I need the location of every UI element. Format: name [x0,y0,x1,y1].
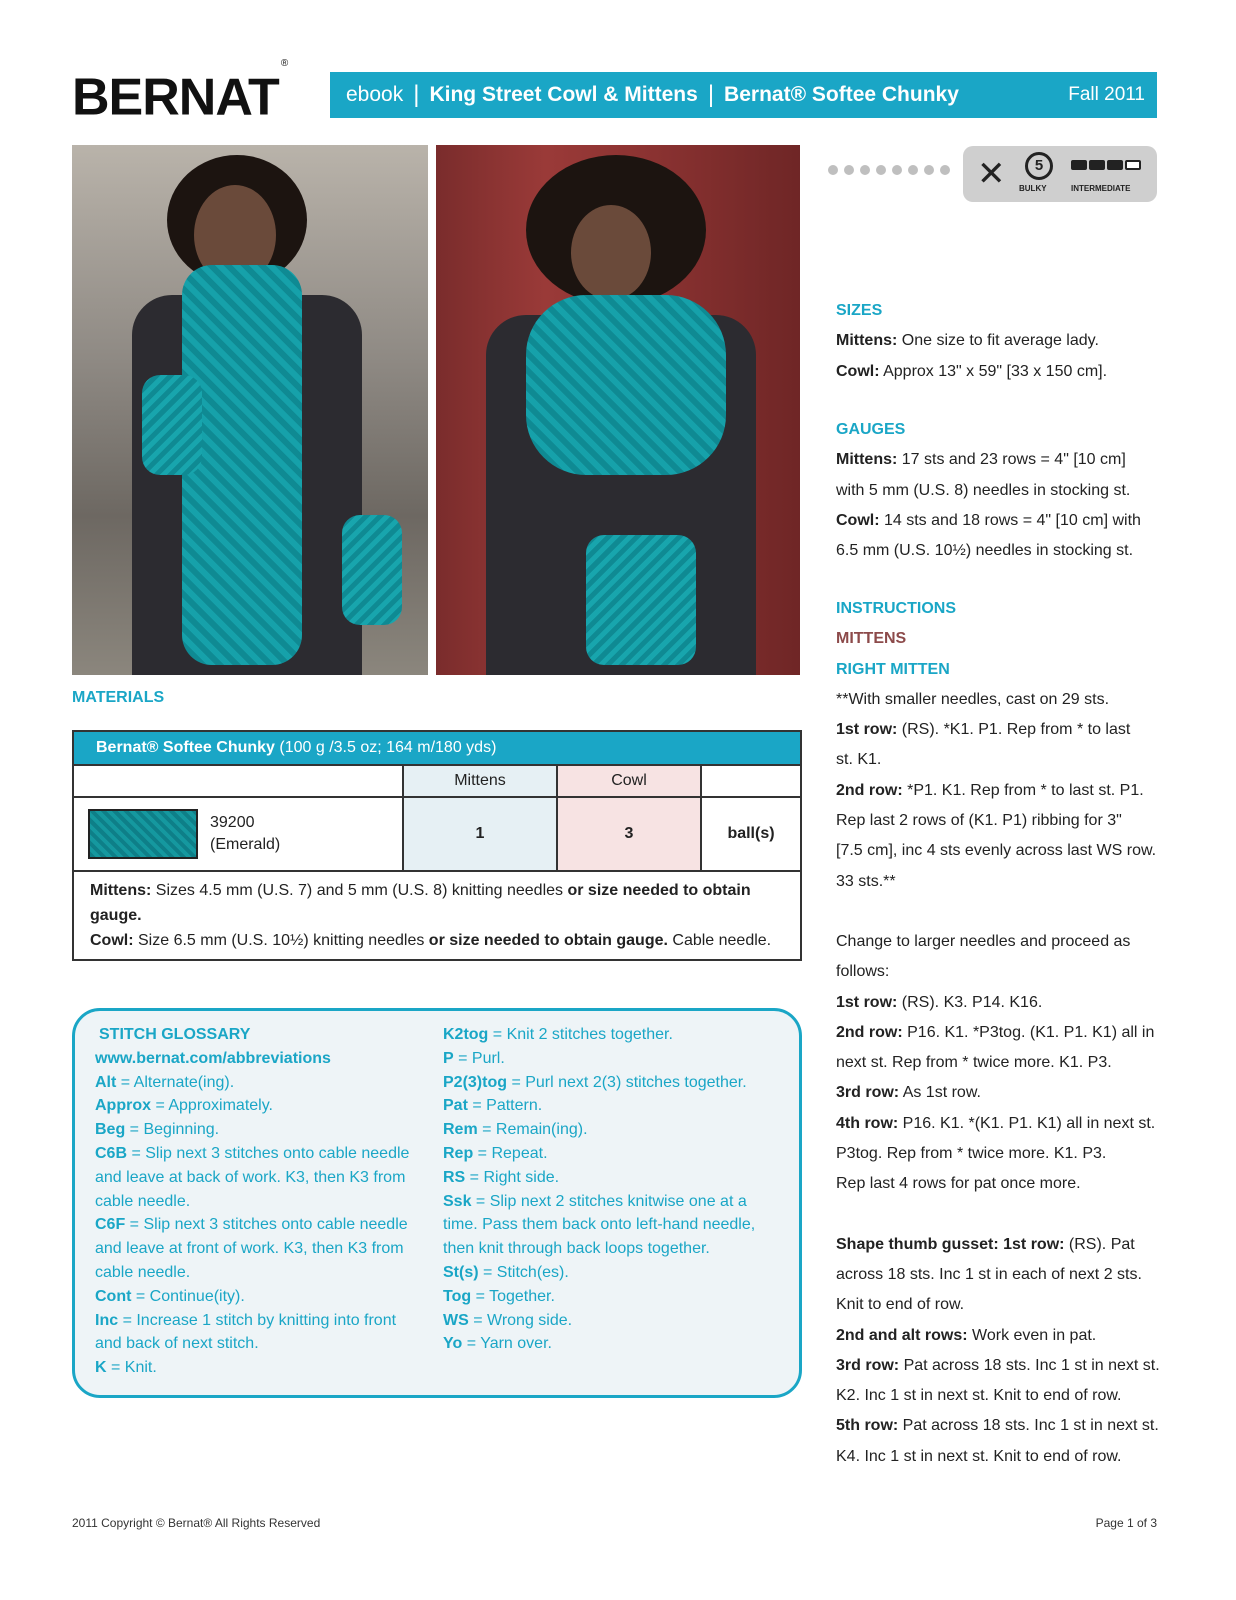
instruction-line: 33 sts.** [836,872,896,890]
instruction-line: st. K1. [836,751,882,769]
skill-badge [963,146,1157,202]
instruction-line: 2nd row: *P1. K1. Rep from * to last st. P1. [836,781,1144,799]
season-label: Fall 2011 [1068,84,1145,105]
instruction-line: [7.5 cm], inc 4 sts evenly across last WS row. [836,842,1157,860]
qty-mittens: 1 [404,798,558,870]
glossary-entry: P = Purl. [443,1049,505,1067]
materials-header-row [74,764,800,796]
gauge-mittens-cont: with 5 mm (U.S. 8) needles in stocking st. [836,481,1131,499]
mittens-heading: MITTENS [836,630,907,648]
instruction-line: 2nd row: P16. K1. *P3tog. (K1. P1. K1) all in [836,1023,1155,1041]
glossary-entry: Pat = Pattern. [443,1097,543,1115]
instruction-line: 5th row: Pat across 18 sts. Inc 1 st in next st. [836,1417,1159,1435]
qty-cowl: 3 [558,798,702,870]
glossary-entry: Yo = Yarn over. [443,1335,552,1353]
col-cowl: Cowl [558,766,702,796]
instruction-line: K4. Inc 1 st in next st. Knit to end of row. [836,1447,1122,1465]
ebook-label: ebook [346,83,404,106]
glossary-heading: STITCH GLOSSARY [99,1026,251,1043]
sizes-mittens: Mittens: One size to fit average lady. [836,332,1099,350]
gauges-heading: GAUGES [836,421,906,438]
glossary-entry: Beg = Beginning. [95,1121,220,1139]
stitch-glossary [72,1008,802,1398]
glossary-entry: Cont = Continue(ity). [95,1287,245,1305]
cowl-shape [526,295,726,475]
glossary-entry: RS = Right side. [443,1168,560,1186]
yarn-swatch [88,809,198,859]
glossary-col-left [95,1023,425,1380]
instruction-line: Knit to end of row. [836,1296,965,1314]
abbreviations-link[interactable]: www.bernat.com/abbreviations [95,1049,331,1067]
logo-registered-mark: ® [280,58,288,69]
glossary-col-right [443,1023,783,1356]
instruction-line: 1st row: (RS). *K1. P1. Rep from * to last [836,721,1131,739]
sizes-cowl: Cowl: Approx 13" x 59" [33 x 150 cm]. [836,362,1108,380]
instruction-line: P3tog. Rep from * twice more. K1. P3. [836,1145,1107,1163]
instruction-line: 3rd row: As 1st row. [836,1084,981,1102]
mitten-shape [342,515,402,625]
glossary-entry: K = Knit. [95,1359,157,1377]
gauge-cowl: Cowl: 14 sts and 18 rows = 4" [10 cm] with [836,511,1141,529]
glossary-entry: Tog = Together. [443,1287,555,1305]
pattern-title: King Street Cowl & Mittens [429,83,698,106]
instruction-line: Shape thumb gusset: 1st row: (RS). Pat [836,1235,1135,1253]
gauge-mittens: Mittens: 17 sts and 23 rows = 4" [10 cm] [836,451,1126,469]
yarn-title: Bernat® Softee Chunky [724,83,959,106]
instruction-line: K2. Inc 1 st in next st. Knit to end of row. [836,1387,1122,1405]
glossary-entry: Ssk = Slip next 2 stitches knitwise one at a time. Pass them back onto left-hand needle, then knit through back loops together. [443,1192,756,1258]
instruction-line: Change to larger needles and proceed as [836,932,1131,950]
instruction-line: 4th row: P16. K1. *(K1. P1. K1) all in next st. [836,1114,1156,1132]
face-shape [571,205,651,300]
instruction-line: Rep last 4 rows for pat once more. [836,1175,1081,1193]
skill-level-label: INTERMEDIATE [1071,184,1131,193]
glossary-entry: C6B = Slip next 3 stitches onto cable needle and leave at back of work. K3, then K3 from cable needle. [95,1144,410,1210]
header-separator: | [413,81,420,108]
glossary-entry: P2(3)tog = Purl next 2(3) stitches together. [443,1073,747,1091]
color-number: 39200 [210,814,255,831]
instructions-heading: INSTRUCTIONS [836,600,956,617]
glossary-entry: K2tog = Knit 2 stitches together. [443,1026,673,1043]
mitten-shape [142,375,202,475]
progress-dots [828,165,950,175]
glossary-entry: St(s) = Stitch(es). [443,1263,569,1281]
weight-label: BULKY [1019,184,1047,193]
note-cowl: Cowl: Size 6.5 mm (U.S. 10½) knitting needles or size needed to obtain gauge. Cable needle. [90,932,772,949]
materials-yarn-title: Bernat® Softee Chunky (100 g /3.5 oz; 164 m/180 yds) [74,732,800,764]
glossary-entry: Inc = Increase 1 stitch by knitting into front and back of next stitch. [95,1311,397,1353]
instruction-line: 2nd and alt rows: Work even in pat. [836,1326,1097,1344]
glossary-entry: Alt = Alternate(ing). [95,1073,235,1091]
instruction-line: next st. Rep from * twice more. K1. P3. [836,1054,1112,1072]
materials-table [72,730,802,961]
instruction-line: 3rd row: Pat across 18 sts. Inc 1 st in next st. [836,1356,1160,1374]
right-mitten-heading: RIGHT MITTEN [836,660,950,678]
header-bar [330,72,1157,118]
note-mittens: Mittens: Sizes 4.5 mm (U.S. 7) and 5 mm (U.S. 8) knitting needles or size needed to obtain gauge. [90,882,751,924]
gauge-cowl-cont: 6.5 mm (U.S. 10½) needles in stocking st. [836,542,1134,560]
glossary-entry: C6F = Slip next 3 stitches onto cable needle and leave at front of work. K3, then K3 from cable needle. [95,1216,408,1281]
col-mittens: Mittens [404,766,558,796]
instruction-line: 1st row: (RS). K3. P14. K16. [836,993,1043,1011]
glossary-entry: Rep = Repeat. [443,1144,548,1162]
mitten-shape [586,535,696,665]
glossary-entry: WS = Wrong side. [443,1311,573,1329]
instructions-section [836,594,1166,1472]
sizes-section [836,296,1166,387]
instruction-line: Rep last 2 rows of (K1. P1) ribbing for 3" [836,812,1122,830]
gauges-section [836,415,1166,566]
materials-heading: MATERIALS [72,689,165,706]
needle-notes [74,870,800,959]
copyright: 2011 Copyright © Bernat® All Rights Reserved [72,1516,321,1530]
glossary-entry: Approx = Approximately. [95,1097,273,1115]
instruction-line: across 18 sts. Inc 1 st in each of next 2 sts. [836,1265,1142,1283]
photo-model-door [436,145,800,675]
color-name: (Emerald) [210,836,281,853]
materials-row [74,796,800,870]
photo-model-walking [72,145,428,675]
page-number: Page 1 of 3 [1095,1516,1157,1530]
yarn-weight-icon: 5 [1025,152,1053,180]
bernat-logo [72,58,288,127]
sizes-heading: SIZES [836,302,883,319]
logo-text: BERNAT [72,68,279,127]
instruction-line: follows: [836,963,890,981]
skill-level-icon [1071,160,1141,170]
instruction-line: **With smaller needles, cast on 29 sts. [836,690,1110,708]
header-separator: | [707,81,715,108]
glossary-entry: Rem = Remain(ing). [443,1121,588,1139]
unit-label: ball(s) [727,825,775,842]
knitting-needles-icon: ✕ [977,154,1006,194]
